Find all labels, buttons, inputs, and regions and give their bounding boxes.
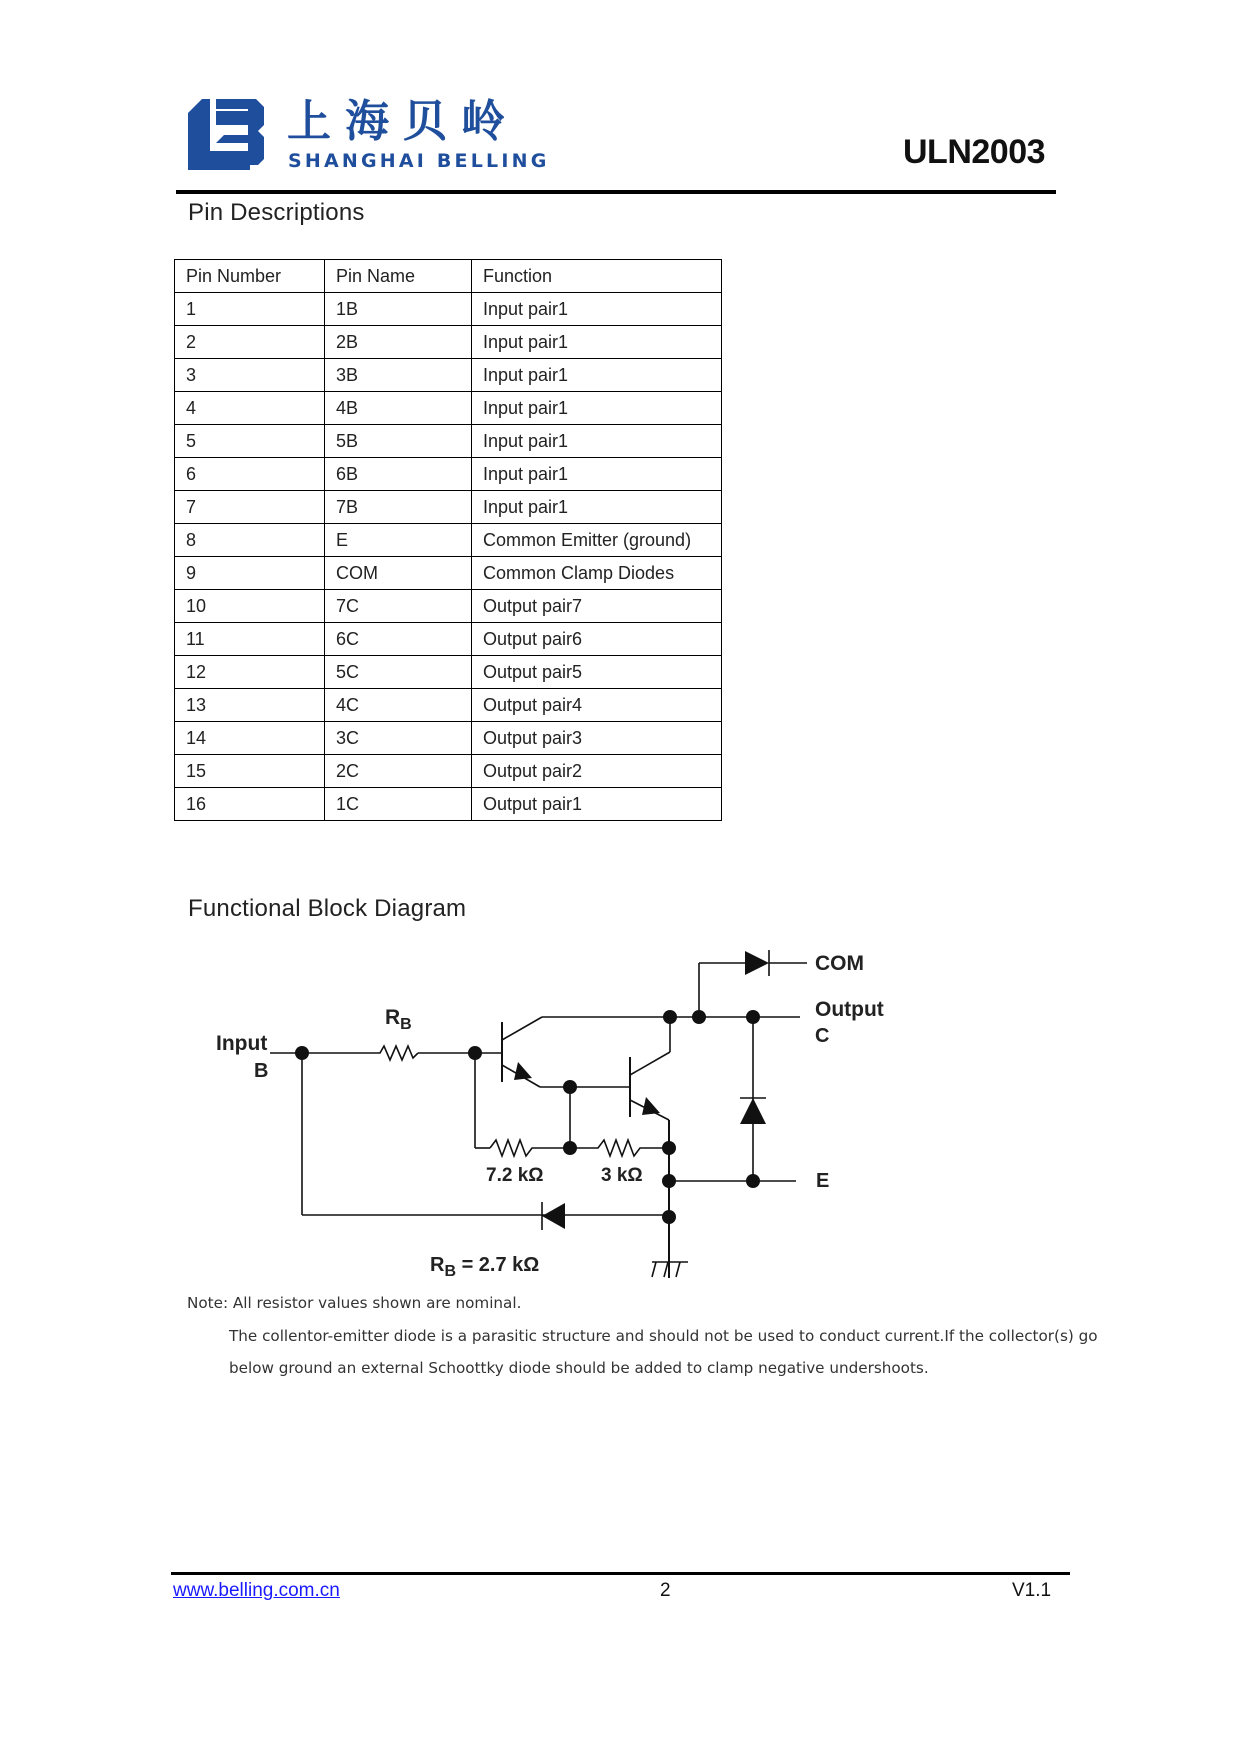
pin-number-cell: 15 (175, 755, 325, 788)
output-label: Output (815, 998, 884, 1021)
rb-label (385, 1006, 412, 1034)
pin-number-cell: 2 (175, 326, 325, 359)
clamp-diode-icon (740, 1098, 766, 1124)
pin-number-cell: 6 (175, 458, 325, 491)
resistor-note: Note: All resistor values shown are nominal. (187, 1294, 522, 1312)
rb-value-letter: R (430, 1254, 445, 1276)
pin-number-cell: 8 (175, 524, 325, 557)
output-sub-label: C (815, 1025, 830, 1047)
rb-value-text: = 2.7 kΩ (456, 1254, 540, 1276)
version-label: V1.1 (1012, 1580, 1052, 1601)
pin-name-cell: 2C (325, 755, 472, 788)
rb-letter: R (385, 1006, 401, 1029)
pin-function-cell: Output pair7 (472, 590, 722, 623)
diode-note-line-2: below ground an external Schoottky diode should be added to clamp negative undershoots. (229, 1359, 929, 1377)
resistor-3k-icon (570, 1140, 669, 1156)
pin-name-cell: 1B (325, 293, 472, 326)
pin-name-cell: 3B (325, 359, 472, 392)
pin-number-cell: 7 (175, 491, 325, 524)
com-diode-icon (745, 951, 769, 975)
pin-number-cell: 4 (175, 392, 325, 425)
pin-name-cell: 2B (325, 326, 472, 359)
input-label: Input (216, 1032, 268, 1055)
rb-subscript: B (400, 1016, 412, 1034)
pin-number-cell: 3 (175, 359, 325, 392)
com-label: COM (815, 952, 864, 975)
pin-descriptions-heading: Pin Descriptions (188, 199, 365, 226)
pin-number-cell: 9 (175, 557, 325, 590)
pin-function-cell: Input pair1 (472, 293, 722, 326)
pin-number-cell: 13 (175, 689, 325, 722)
pin-name-cell: 4C (325, 689, 472, 722)
rb-value-label (430, 1254, 539, 1281)
pin-function-cell: Output pair2 (472, 755, 722, 788)
pin-number-cell: 5 (175, 425, 325, 458)
substrate-diode-icon (542, 1203, 565, 1229)
brand-name-english: SHANGHAI BELLING (288, 150, 550, 172)
pin-number-cell: 11 (175, 623, 325, 656)
pin-name-cell: COM (325, 557, 472, 590)
pin-function-cell: Input pair1 (472, 458, 722, 491)
resistor-7k2-icon (490, 1140, 570, 1156)
pin-name-cell: 5C (325, 656, 472, 689)
pin-function-cell: Output pair4 (472, 689, 722, 722)
pin-number-cell: 12 (175, 656, 325, 689)
pin-function-cell: Output pair6 (472, 623, 722, 656)
diode-note-line-1: The collentor-emitter diode is a parasitic structure and should not be used to conduct current.If the collector(s) go (229, 1327, 1098, 1345)
pin-name-cell: 1C (325, 788, 472, 821)
footer-divider (171, 1572, 1070, 1575)
pin-function-cell: Input pair1 (472, 392, 722, 425)
pin-name-cell: 7C (325, 590, 472, 623)
pin-function-cell: Input pair1 (472, 326, 722, 359)
pin-name-cell: 6C (325, 623, 472, 656)
emitter-label: E (816, 1170, 830, 1192)
brand-name-chinese: 上海贝岭 (287, 96, 519, 147)
document-title: ULN2003 (903, 133, 1046, 171)
website-link[interactable]: www.belling.com.cn (173, 1580, 340, 1601)
page-number: 2 (660, 1580, 671, 1601)
q2-emitter-arrow-icon (642, 1097, 660, 1115)
block-diagram-heading: Functional Block Diagram (188, 895, 467, 922)
pin-function-cell: Output pair1 (472, 788, 722, 821)
pin-name-cell: E (325, 524, 472, 557)
pin-function-cell: Common Emitter (ground) (472, 524, 722, 557)
pin-name-cell: 6B (325, 458, 472, 491)
pin-name-cell: 3C (325, 722, 472, 755)
q1-emitter-arrow-icon (514, 1062, 532, 1080)
pin-name-cell: 7B (325, 491, 472, 524)
pin-number-cell: 14 (175, 722, 325, 755)
pin-function-cell: Common Clamp Diodes (472, 557, 722, 590)
pin-function-cell: Output pair3 (472, 722, 722, 755)
pin-name-cell: 5B (325, 425, 472, 458)
pin-function-cell: Output pair5 (472, 656, 722, 689)
pin-name-cell: 4B (325, 392, 472, 425)
pin-number-cell: 16 (175, 788, 325, 821)
pin-function-cell: Input pair1 (472, 359, 722, 392)
pin-function-cell: Input pair1 (472, 425, 722, 458)
resistor-3k-label: 3 kΩ (601, 1165, 643, 1186)
column-header-pin-name: Pin Name (325, 260, 472, 293)
rb-resistor-icon (375, 1046, 418, 1060)
column-header-pin-number: Pin Number (175, 260, 325, 293)
rb-value-subscript: B (444, 1263, 457, 1280)
pin-function-cell: Input pair1 (472, 491, 722, 524)
column-header-function: Function (472, 260, 722, 293)
pin-number-cell: 1 (175, 293, 325, 326)
pin-number-cell: 10 (175, 590, 325, 623)
input-sub-label: B (254, 1060, 269, 1082)
resistor-7k2-label: 7.2 kΩ (486, 1165, 544, 1186)
